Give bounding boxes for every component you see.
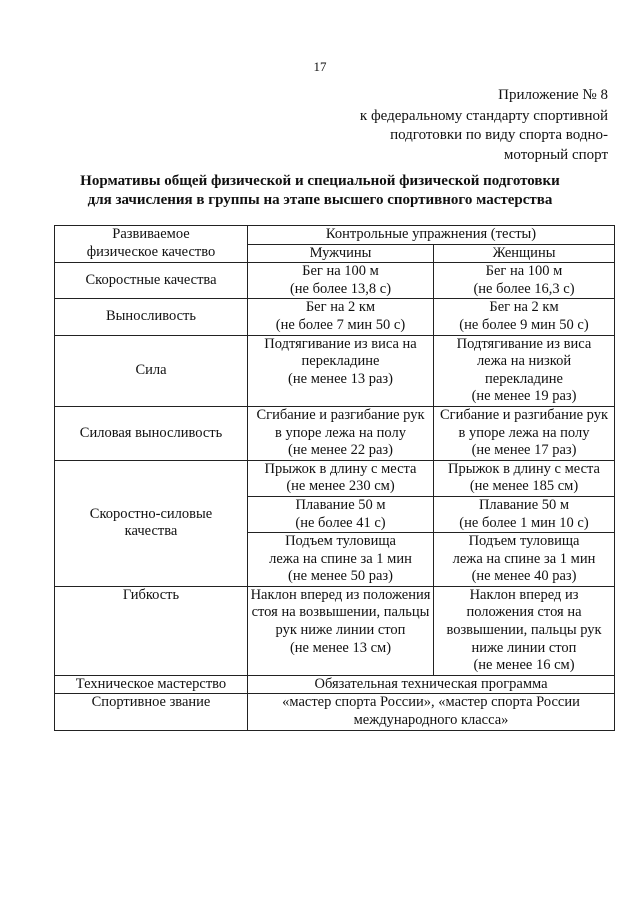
cell-text: Подтягивание из виса на bbox=[264, 335, 417, 352]
cell-text: (не менее 13 см) bbox=[289, 639, 392, 656]
cell-text: (не менее 22 раз) bbox=[288, 442, 393, 459]
cell-text: (не менее 19 раз) bbox=[471, 388, 577, 405]
quality-cell: Спортивное звание bbox=[55, 694, 248, 730]
cell-text: перекладине bbox=[485, 370, 563, 387]
cell-text: (не менее 16 см) bbox=[473, 657, 575, 674]
cell-text: (не менее 50 раз) bbox=[288, 568, 393, 585]
quality-line: Скоростно-силовые bbox=[89, 505, 213, 522]
header-tests: Контрольные упражнения (тесты) bbox=[248, 226, 615, 245]
cell-text: (не менее 17 раз) bbox=[471, 442, 577, 459]
header-quality-line: Развиваемое bbox=[112, 226, 190, 242]
cell-text: Сгибание и разгибание рук bbox=[439, 406, 609, 423]
women-cell bbox=[434, 496, 615, 532]
cell-text: Бег на 100 м bbox=[302, 263, 379, 280]
appendix-number: Приложение № 8 bbox=[498, 87, 608, 103]
rank-cell bbox=[248, 694, 615, 730]
men-cell bbox=[248, 586, 434, 675]
cell-text: положения стоя на bbox=[466, 604, 582, 621]
cell-text: Прыжок в длину с места bbox=[448, 460, 600, 477]
quality-cell: Гибкость bbox=[55, 586, 248, 675]
quality-cell bbox=[55, 460, 248, 586]
cell-text: (не более 13,8 с) bbox=[289, 280, 392, 297]
women-cell bbox=[434, 586, 615, 675]
appendix-line: подготовки по виду спорта водно- bbox=[390, 127, 608, 143]
table-row bbox=[55, 694, 615, 730]
men-cell bbox=[248, 406, 434, 460]
quality-cell: Выносливость bbox=[55, 299, 248, 335]
table-row bbox=[55, 586, 615, 675]
cell-text: Подъем туловища bbox=[468, 533, 580, 550]
program-cell: Обязательная техническая программа bbox=[248, 675, 615, 694]
cell-text: лежа на спине за 1 мин bbox=[452, 550, 596, 567]
cell-text: стоя на возвышении, пальцы bbox=[251, 604, 430, 621]
quality-cell: Сила bbox=[55, 335, 248, 406]
header-quality bbox=[55, 226, 248, 263]
men-cell bbox=[248, 263, 434, 299]
cell-text: (не более 16,3 с) bbox=[473, 280, 575, 297]
quality-cell: Силовая выносливость bbox=[55, 406, 248, 460]
women-cell bbox=[434, 263, 615, 299]
table-header-row bbox=[55, 226, 615, 245]
quality-line: качества bbox=[124, 523, 178, 540]
cell-text: (не менее 185 см) bbox=[469, 478, 579, 495]
cell-text: в упоре лежа на полу bbox=[458, 424, 590, 441]
appendix-header bbox=[360, 86, 608, 165]
cell-text: (не более 41 с) bbox=[295, 514, 386, 531]
cell-text: Подъем туловища bbox=[285, 533, 396, 550]
cell-text: (не более 1 мин 10 с) bbox=[459, 514, 589, 531]
cell-text: Наклон вперед из bbox=[469, 586, 579, 603]
header-men: Мужчины bbox=[248, 244, 434, 263]
cell-text: (не менее 13 раз) bbox=[288, 370, 393, 387]
men-cell bbox=[248, 496, 434, 532]
document-title-line: Нормативы общей физической и специальной физической подготовки bbox=[80, 173, 560, 189]
cell-text: Бег на 2 км bbox=[305, 299, 376, 316]
cell-text: Бег на 100 м bbox=[485, 263, 563, 280]
cell-text: (не менее 230 см) bbox=[286, 478, 395, 495]
cell-text: Подтягивание из виса bbox=[456, 335, 592, 352]
page-number: 17 bbox=[313, 59, 327, 74]
quality-cell: Техническое мастерство bbox=[55, 675, 248, 694]
cell-text: ниже линии стоп bbox=[471, 639, 577, 656]
men-cell bbox=[248, 335, 434, 406]
table-row bbox=[55, 299, 615, 335]
cell-text: рук ниже линии стоп bbox=[275, 622, 406, 639]
men-cell bbox=[248, 460, 434, 496]
cell-text: международного класса» bbox=[353, 712, 509, 729]
appendix-line: моторный спорт bbox=[503, 146, 608, 163]
women-cell bbox=[434, 533, 615, 587]
cell-text: Прыжок в длину с места bbox=[264, 460, 417, 477]
cell-text: (не менее 40 раз) bbox=[471, 568, 577, 585]
cell-text: лежа на спине за 1 мин bbox=[269, 550, 412, 567]
men-cell bbox=[248, 299, 434, 335]
cell-text: Наклон вперед из положения bbox=[250, 586, 431, 603]
women-cell bbox=[434, 299, 615, 335]
cell-text: лежа на низкой bbox=[476, 353, 572, 370]
women-cell bbox=[434, 335, 615, 406]
header-quality-line: физическое качество bbox=[86, 243, 216, 260]
cell-text: Сгибание и разгибание рук bbox=[256, 406, 425, 423]
cell-text: перекладине bbox=[301, 353, 380, 370]
quality-cell: Скоростные качества bbox=[55, 263, 248, 299]
appendix-line: к федеральному стандарту спортивной bbox=[359, 107, 608, 124]
cell-text: в упоре лежа на полу bbox=[275, 424, 406, 441]
women-cell bbox=[434, 406, 615, 460]
table-row bbox=[55, 675, 615, 694]
table-row bbox=[55, 460, 615, 496]
document-title bbox=[0, 172, 640, 210]
table-row bbox=[55, 263, 615, 299]
cell-text: Плавание 50 м bbox=[478, 496, 570, 513]
table-row bbox=[55, 335, 615, 406]
cell-text: (не более 7 мин 50 с) bbox=[275, 316, 406, 333]
cell-text: (не более 9 мин 50 с) bbox=[459, 316, 589, 333]
cell-text: «мастер спорта России», «мастер спорта России bbox=[282, 694, 580, 711]
standards-table bbox=[54, 225, 615, 731]
cell-text: Плавание 50 м bbox=[295, 496, 386, 513]
cell-text: Бег на 2 км bbox=[489, 299, 559, 316]
women-cell bbox=[434, 460, 615, 496]
table-row bbox=[55, 406, 615, 460]
header-women: Женщины bbox=[434, 244, 615, 263]
document-title-line: для зачисления в группы на этапе высшего спортивного мастерства bbox=[87, 192, 553, 208]
men-cell bbox=[248, 533, 434, 587]
cell-text: возвышении, пальцы рук bbox=[446, 622, 602, 639]
